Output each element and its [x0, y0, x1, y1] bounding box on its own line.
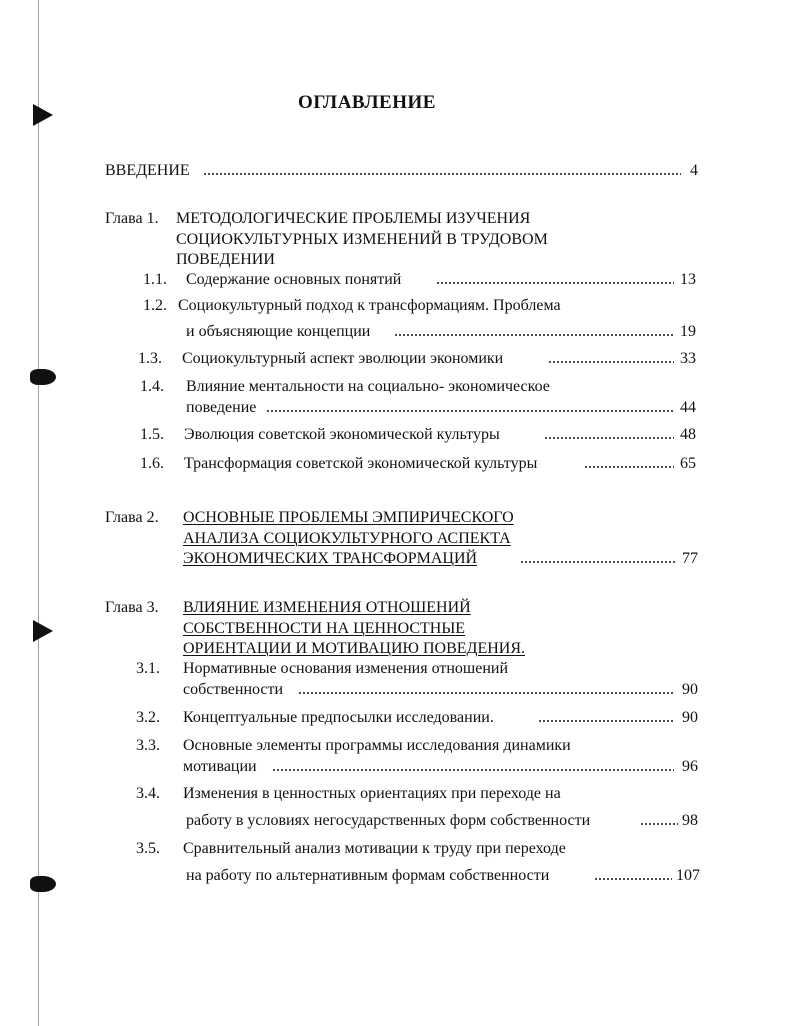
dot-leader	[520, 554, 676, 566]
section-title: Нормативные основания изменения отношений	[183, 660, 509, 677]
section-number: 3.5.	[136, 840, 160, 857]
dot-leader	[203, 166, 681, 178]
chapter-3-title-line: ОРИЕНТАЦИИ И МОТИВАЦИЮ ПОВЕДЕНИЯ.	[183, 640, 525, 657]
section-number: 3.2.	[136, 709, 160, 726]
section-title: работу в условиях негосударственных форм собственности	[186, 812, 591, 829]
section-number: 1.5.	[140, 426, 164, 443]
section-number: 1.1.	[143, 271, 167, 288]
dot-leader	[266, 403, 674, 415]
section-page: 90	[682, 681, 698, 698]
chapter-3-title-line: ВЛИЯНИЕ ИЗМЕНЕНИЯ ОТНОШЕНИЙ	[183, 599, 471, 616]
section-title: Основные элементы программы исследования динамики	[183, 737, 571, 754]
page-title: ОГЛАВЛЕНИЕ	[298, 92, 436, 113]
section-title: Концептуальные предпосылки исследовании.	[183, 709, 494, 726]
section-page: 13	[680, 271, 696, 288]
toc-intro-label: ВВЕДЕНИЕ	[105, 162, 190, 179]
section-number: 1.3.	[138, 350, 162, 367]
section-page: 19	[680, 323, 696, 340]
section-page: 107	[676, 867, 700, 884]
binder-hole-mark	[30, 369, 56, 385]
section-title: Трансформация советской экономической культуры	[184, 455, 538, 472]
section-page: 90	[682, 709, 698, 726]
chapter-2-title-line: ЭКОНОМИЧЕСКИХ ТРАНСФОРМАЦИЙ	[183, 550, 478, 567]
chapter-3-title-line: СОБСТВЕННОСТИ НА ЦЕННОСТНЫЕ	[183, 620, 466, 637]
dot-leader	[544, 430, 674, 442]
section-number: 3.4.	[136, 785, 160, 802]
section-page: 98	[682, 812, 698, 829]
chapter-2-title-line: АНАЛИЗА СОЦИОКУЛЬТУРНОГО АСПЕКТА	[183, 530, 511, 547]
section-title: Эволюция советской экономической культуры	[184, 426, 500, 443]
section-title: Содержание основных понятий	[186, 271, 402, 288]
dot-leader	[298, 685, 674, 697]
scan-edge-line	[38, 0, 39, 1026]
section-title: и объясняющие концепции	[186, 323, 371, 340]
chapter-3-label: Глава 3.	[105, 599, 159, 616]
section-page: 44	[680, 399, 696, 416]
section-number: 1.6.	[140, 455, 164, 472]
binder-hole-mark	[30, 876, 56, 892]
chapter-2-title-line: ОСНОВНЫЕ ПРОБЛЕМЫ ЭМПИРИЧЕСКОГО	[183, 509, 514, 526]
section-number: 3.1.	[136, 660, 160, 677]
section-title: Изменения в ценностных ориентациях при переходе на	[183, 785, 561, 802]
section-title: мотивации	[183, 758, 257, 775]
dot-leader	[436, 275, 674, 287]
chapter-1-title-line: СОЦИОКУЛЬТУРНЫХ ИЗМЕНЕНИЙ В ТРУДОВОМ	[176, 231, 548, 248]
section-number: 1.4.	[140, 378, 164, 395]
section-title: Влияние ментальности на социально- экономическое	[186, 378, 550, 395]
dot-leader	[394, 327, 674, 339]
chapter-1-title-line: МЕТОДОЛОГИЧЕСКИЕ ПРОБЛЕМЫ ИЗУЧЕНИЯ	[176, 210, 531, 227]
section-title: Социокультурный подход к трансформациям. Проблема	[178, 297, 561, 314]
chapter-2-page: 77	[682, 550, 698, 567]
chapter-1-title-line: ПОВЕДЕНИИ	[176, 251, 275, 268]
chapter-1-label: Глава 1.	[105, 210, 159, 227]
binder-hole-mark	[33, 620, 53, 642]
section-page: 96	[682, 758, 698, 775]
section-page: 48	[680, 426, 696, 443]
dot-leader	[272, 762, 674, 774]
section-title: на работу по альтернативным формам собственности	[186, 867, 550, 884]
section-number: 1.2.	[143, 297, 167, 314]
dot-leader	[538, 713, 674, 725]
section-title: поведение	[186, 399, 257, 416]
section-number: 3.3.	[136, 737, 160, 754]
section-page: 33	[680, 350, 696, 367]
section-title: Социокультурный аспект эволюции экономики	[182, 350, 504, 367]
section-title: собственности	[183, 681, 284, 698]
toc-intro-page: 4	[690, 162, 698, 179]
section-page: 65	[680, 455, 696, 472]
section-title: Сравнительный анализ мотивации к труду при переходе	[183, 840, 566, 857]
chapter-2-label: Глава 2.	[105, 509, 159, 526]
